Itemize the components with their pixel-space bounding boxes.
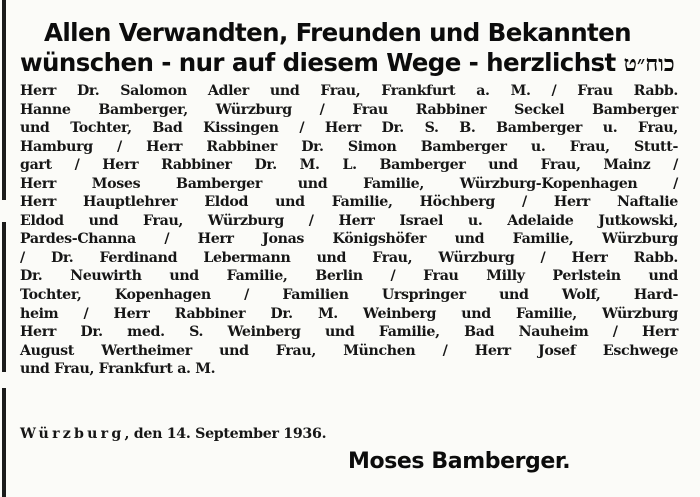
date: , den 14. September 1936. (124, 426, 327, 442)
names-line: Hanne Bamberger, Würzburg / Frau Rabbiner Seckel Bamberger (20, 101, 678, 118)
names-line: heim / Herr Rabbiner Dr. M. Weinberg und Familie, Würzburg (20, 305, 678, 322)
names-line: und Frau, Frankfurt a. M. (20, 361, 216, 378)
signature: Moses Bamberger. (348, 449, 571, 474)
names-line: Herr Moses Bamberger und Familie, Würzburg-Kopenhagen / (20, 175, 678, 192)
column-rule (2, 0, 6, 497)
names-line: Pardes-Channa / Herr Jonas Königshöfer und Familie, Würzburg (20, 231, 678, 248)
hebrew-greeting: כוח״ט (623, 51, 675, 77)
names-line: Herr Dr. Salomon Adler und Frau, Frankfurt a. M. / Frau Rabb. (20, 83, 678, 99)
column-rule-break (2, 372, 6, 388)
names-line: Hamburg / Herr Rabbiner Dr. Simon Bamberger u. Frau, Stutt- (20, 138, 678, 155)
names-line: Eldod und Frau, Würzburg / Herr Israel u. Adelaide Jutkowski, (20, 212, 678, 229)
column-rule-break (2, 200, 6, 222)
place: Würzburg (20, 426, 125, 442)
headline-text-1: Allen Verwandten, Freunden und Bekannten (44, 18, 632, 47)
headline-line-1 (44, 18, 684, 48)
names-line: Dr. Neuwirth und Familie, Berlin / Frau Milly Perlstein und (20, 268, 678, 285)
names-paragraph (20, 82, 678, 379)
names-line: / Dr. Ferdinand Lebermann und Frau, Würzburg / Herr Rabb. (20, 249, 678, 266)
names-line: Herr Dr. med. S. Weinberg und Familie, Bad Nauheim / Herr (20, 324, 678, 341)
headline-line-2 (20, 48, 696, 79)
place-date-line (20, 426, 326, 442)
headline-text-2: wünschen - nur auf diesem Wege - herzlichst (20, 48, 616, 77)
names-line: und Tochter, Bad Kissingen / Herr Dr. S. B. Bamberger u. Frau, (20, 120, 678, 137)
names-line: Tochter, Kopenhagen / Familien Urspringer und Wolf, Hard- (20, 287, 678, 304)
names-line: gart / Herr Rabbiner Dr. M. L. Bamberger und Frau, Mainz / (20, 157, 678, 174)
names-line: August Wertheimer und Frau, München / Herr Josef Eschwege (20, 342, 678, 359)
names-line: Herr Hauptlehrer Eldod und Familie, Höchberg / Herr Naftalie (20, 194, 678, 211)
